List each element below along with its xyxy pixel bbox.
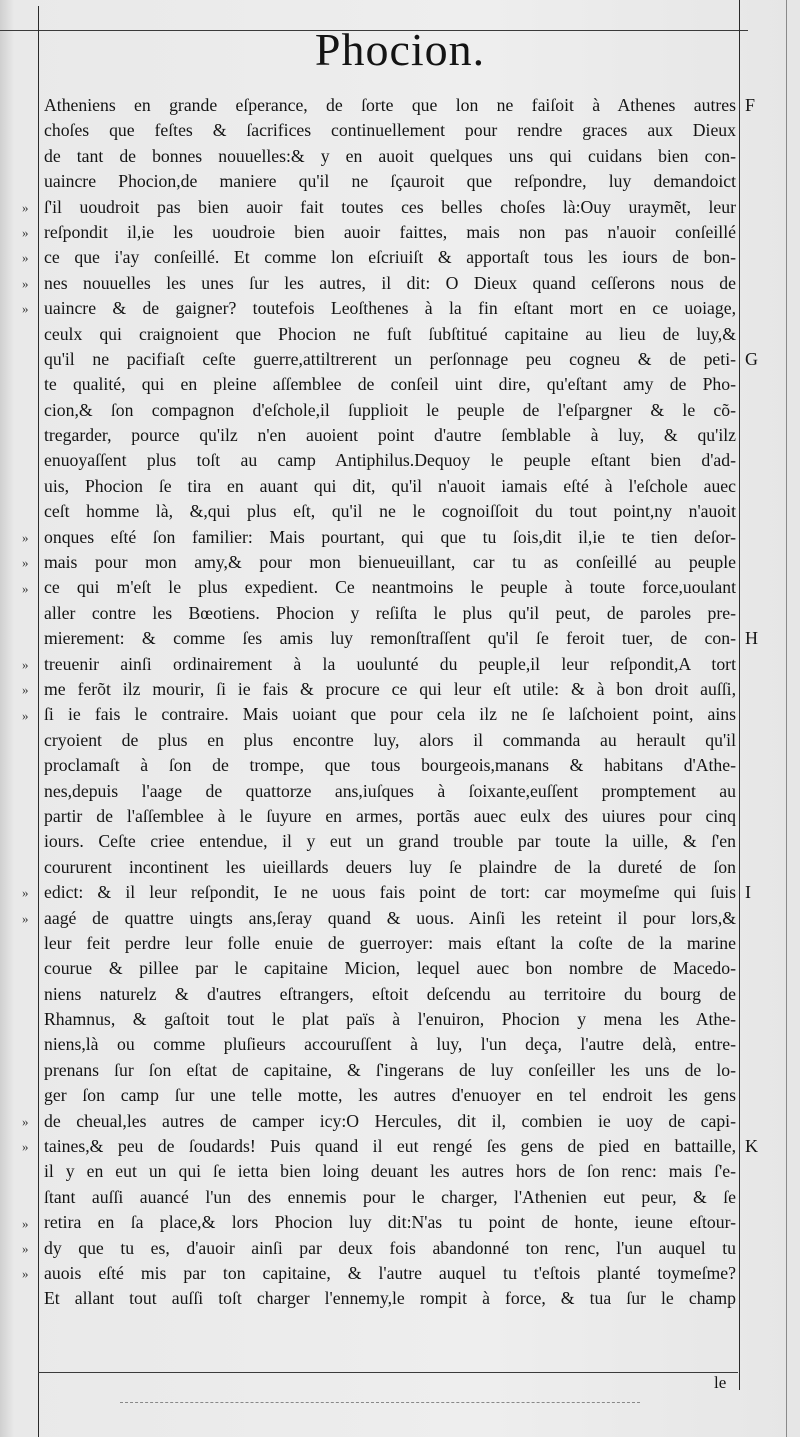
text-line: ce que i'ay conſeillé. Et comme lon eſcriuiſt & apportaſt tous les iours de bon-: [44, 247, 736, 268]
text-line: onques eſté ſon familier: Mais pourtant, qui que tu ſois,dit il,ie te tien deſor-: [44, 526, 736, 547]
text-line: edict: & il leur reſpondit, Ie ne uous fais point de tort: car moymeſme qui ſuis: [44, 882, 736, 903]
text-line: mierement: & comme ſes amis luy remonſtraſſent qu'il ſe feroit tuer, de con-: [44, 628, 736, 649]
section-letter: G: [745, 349, 758, 369]
section-letter: H: [745, 628, 758, 649]
quotation-mark: »: [22, 580, 29, 596]
quotation-mark: »: [22, 1266, 29, 1282]
left-margin-rule: [38, 6, 39, 1437]
text-line: tregarder, pource qu'ilz n'en auoient point d'autre ſemblable à luy, & qu'ilz: [44, 425, 736, 446]
quotation-mark: »: [22, 1215, 29, 1231]
text-line: qu'il ne pacifiaſt ceſte guerre,attiltrerent un perſonnage peu cogneu & de peti-: [44, 348, 736, 369]
quotation-mark: »: [22, 225, 29, 240]
text-line: mais pour mon amy,& pour mon bienueuillant, car tu as conſeillé au peuple: [44, 552, 736, 573]
quotation-mark: »: [22, 707, 29, 723]
right-margin-rule: [739, 0, 740, 1390]
quotation-mark: »: [22, 682, 29, 698]
quotation-mark: »: [22, 301, 29, 317]
text-line: uaincre Phocion,de maniere qu'il ne ſçauroit que reſpondre, luy demandoict: [44, 171, 736, 192]
text-line: ſ'il uoudroit pas bien auoir fait toutes ces belles choſes là:Ouy uraymẽt, leur: [44, 196, 736, 217]
text-line: ſi ie fais le contraire. Mais uoiant que pour cela ilz ne ſe laſchoient point, ains: [44, 704, 736, 725]
text-line: ſtant auſſi auancé l'un des ennemis pour le charger, l'Athenien eut peur, & ſe: [44, 1186, 736, 1207]
text-line: Rhamnus, & gaſtoit tout le plat païs à l'enuiron, Phocion y mena les Athe-: [44, 1009, 736, 1030]
section-letter: K: [745, 1136, 758, 1157]
text-line: de cheual,les autres de camper icy:O Hercules, dit il, combien ie uoy de capi-: [44, 1110, 736, 1131]
text-line: nes nouuelles les unes ſur les autres, il dit: O Dieux quand ceſſerons nous de: [44, 272, 736, 293]
text-line: choſes que feſtes & ſacrifices continuellement pour rendre graces aux Dieux: [44, 120, 736, 141]
text-line: ce qui m'eſt le plus expedient. Ce neantmoins le peuple à toute force,uoulant: [44, 577, 736, 598]
quotation-mark: »: [22, 529, 29, 545]
quotation-mark: »: [22, 250, 29, 266]
quotation-mark: »: [22, 885, 29, 901]
text-line: Et allant tout auſſi toſt charger l'ennemy,le rompit à force, & tua ſur le champ: [44, 1288, 736, 1309]
text-line: ceulx qui craignoient que Phocion ne fuſt ſubſtitué capitaine au lieu de luy,&: [44, 323, 736, 344]
section-letter: F: [745, 95, 756, 115]
catchword: le: [714, 1373, 727, 1392]
text-line: coururent incontinent les uieillards deuers luy ſe plaindre de la dureté de ſon: [44, 856, 736, 877]
text-line: iours. Ceſte criee entendue, il y eut un grand trouble par toute la uille, & ſ'en: [44, 831, 736, 852]
text-line: proclamaſt à ſon de trompe, que tous bourgeois,manans & habitans d'Athe-: [44, 755, 736, 776]
text-line: il y en eut un qui ſe ietta bien loing deuant les autres hors de ſon renc: mais ſ'e-: [44, 1161, 736, 1182]
page-title: Phocion.: [314, 24, 486, 75]
quotation-mark: »: [22, 275, 29, 291]
text-line: treuenir ainſi ordinairement à la uoulunté du peuple,il leur reſpondit,A tort: [44, 653, 736, 674]
quotation-mark: »: [22, 1114, 29, 1129]
page-edge-rule: [786, 0, 787, 1437]
text-line: auois eſté mis par ton capitaine, & l'autre auquel tu t'eſtois planté toymeſme?: [44, 1262, 736, 1283]
bottom-rule: [38, 1372, 738, 1373]
text-line: de tant de bonnes nouuelles:& y en auoit quelques uns qui cuidans bien con-: [44, 145, 736, 166]
text-line: leur feit perdre leur folle enuie de guerroyer: mais eſtant la coſte de la marine: [44, 932, 736, 953]
text-line: niens naturelz & d'autres eſtrangers, eſtoit deſcendu au territoire du bourg de: [44, 983, 736, 1004]
quotation-mark: »: [22, 910, 29, 926]
text-line: aller contre les Bœotiens. Phocion y reſiſta le plus qu'il peut, de paroles pre-: [44, 602, 736, 623]
body-text: [44, 93, 736, 1312]
text-line: courue & pillee par le capitaine Micion, lequel auec bon nombre de Macedo-: [44, 958, 736, 979]
text-line: reſpondit il,ie les uoudroie bien auoir faittes, mais non pas n'auoir conſeillé: [44, 221, 736, 242]
text-line: dy que tu es, d'auoir ainſi par deux fois abandonné ton renc, l'un auquel tu: [44, 1237, 736, 1258]
text-line: enuoyaſſent plus toſt au camp Antiphilus.Dequoy le peuple eſtant bien d'ad-: [44, 450, 736, 471]
text-line: te qualité, qui en pleine aſſemblee de conſeil uint dire, qu'eſtant amy de Pho-: [44, 374, 736, 395]
text-line: aagé de quattre uingts ans,ſeray quand & uous. Ainſi les reteint il pour lors,&: [44, 907, 736, 928]
text-line: nes,depuis l'aage de quattorze ans,iuſques à ſoixante,euſſent promptement au: [44, 780, 736, 801]
text-line: niens,là ou comme pluſieurs accouruſſent à luy, l'un deça, l'autre delà, entre-: [44, 1034, 736, 1055]
quotation-mark: »: [22, 1139, 29, 1155]
text-line: Atheniens en grande eſperance, de ſorte que lon ne faiſoit à Athenes autres: [44, 95, 736, 115]
quotation-mark: »: [22, 656, 29, 672]
text-line: me ferõt ilz mourir, ſi ie fais & procure ce qui leur eſt utile: & à bon droit auſſi,: [44, 678, 736, 699]
page-bottom-smudge: [120, 1402, 640, 1405]
text-line: ceſt homme là, &,qui plus eſt, qu'il ne le cognoiſſoit du tout point,ny n'auoit: [44, 501, 736, 522]
section-letter: I: [745, 882, 751, 903]
text-line: uis, Phocion ſe tira en auant qui dit, qu'il n'auoit iamais eſté à l'eſchole auec: [44, 475, 736, 496]
text-line: ger ſon camp ſur une telle motte, les autres d'enuoyer en tel endroit les gens: [44, 1085, 736, 1106]
text-line: partir de l'aſſemblee à le ſuyure en armes, portãs auec eulx des uiures pour cinq: [44, 805, 736, 826]
quotation-mark: »: [22, 1241, 29, 1256]
text-line: taines,& peu de ſoudards! Puis quand il eut rengé ſes gens de pied en battaille,: [44, 1136, 736, 1157]
quotation-mark: »: [22, 199, 29, 215]
text-line: cryoient de plus en plus encontre luy, alors il commanda au herault qu'il: [44, 729, 736, 750]
text-line: retira en ſa place,& lors Phocion luy dit:N'as tu point de honte, ieune eſtour-: [44, 1212, 736, 1233]
quotation-mark: »: [22, 555, 29, 571]
text-line: prenans ſur ſon eſtat de capitaine, & ſ'ingerans de luy conſeiller les uns de lo-: [44, 1059, 736, 1080]
text-line: uaincre & de gaigner? toutefois Leoſthenes à la fin eſtant mort en ce uoiage,: [44, 298, 736, 319]
text-line: cion,& ſon compagnon d'eſchole,il ſupplioit le peuple de l'eſpargner & le cõ-: [44, 399, 736, 420]
